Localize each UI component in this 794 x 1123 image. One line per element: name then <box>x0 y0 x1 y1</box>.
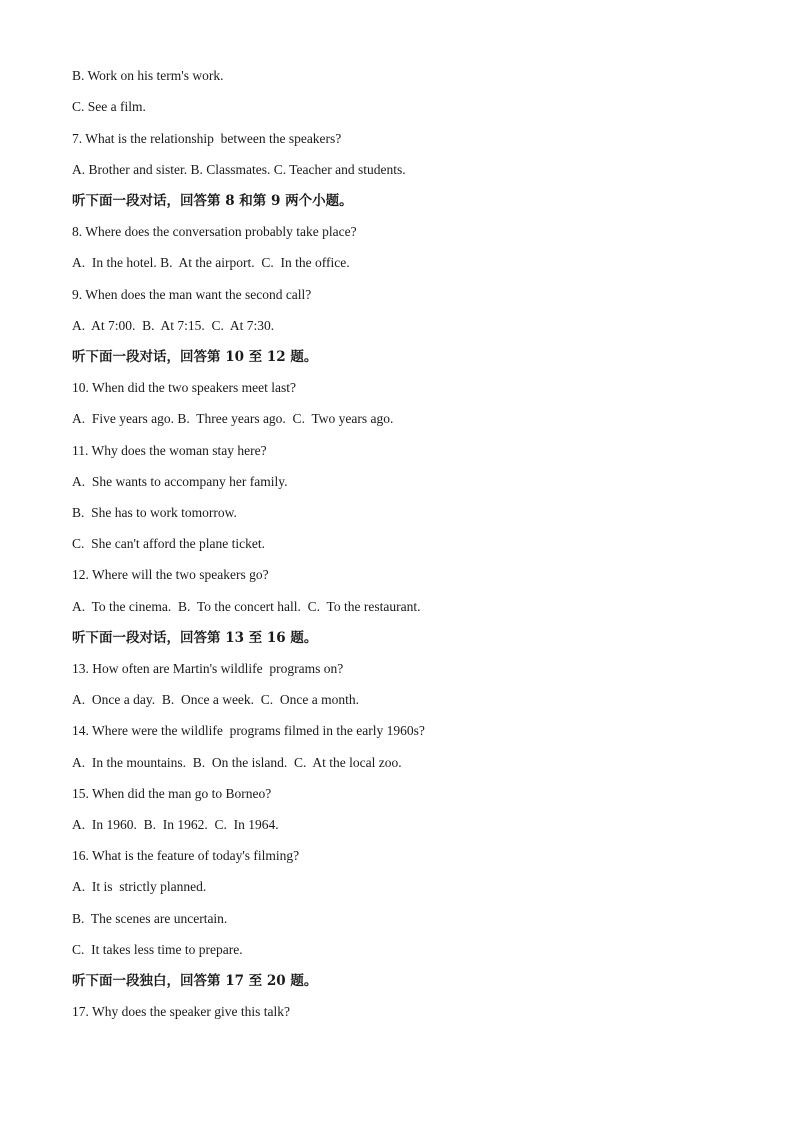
option-line: A. In the mountains. B. On the island. C. At the local zoo. <box>72 755 402 770</box>
section-heading: 听下面一段对话，回答第 13 至 16 题。 <box>72 630 318 646</box>
question-line: 13. How often are Martin's wildlife programs on? <box>72 661 344 676</box>
question-line: 12. Where will the two speakers go? <box>72 567 269 582</box>
question-line: 7. What is the relationship between the speakers? <box>72 131 342 146</box>
option-line: B. Work on his term's work. <box>72 68 224 83</box>
option-line: A. Once a day. B. Once a week. C. Once a month. <box>72 692 360 707</box>
question-line: 14. Where were the wildlife programs filmed in the early 1960s? <box>72 723 425 738</box>
section-heading: 听下面一段对话，回答第 8 和第 9 两个小题。 <box>72 193 353 209</box>
option-line: B. The scenes are uncertain. <box>72 911 228 926</box>
option-line: C. She can't afford the plane ticket. <box>72 536 265 551</box>
section-heading: 听下面一段独白，回答第 17 至 20 题。 <box>72 973 318 989</box>
option-line: A. She wants to accompany her family. <box>72 474 288 489</box>
question-line: 8. Where does the conversation probably take place? <box>72 224 357 239</box>
question-line: 15. When did the man go to Borneo? <box>72 786 272 801</box>
option-line: C. See a film. <box>72 99 146 114</box>
option-line: A. In the hotel. B. At the airport. C. In the office. <box>72 255 350 270</box>
option-line: A. To the cinema. B. To the concert hall. C. To the restaurant. <box>72 599 421 614</box>
option-line: A. In 1960. B. In 1962. C. In 1964. <box>72 817 279 832</box>
question-line: 16. What is the feature of today's filming? <box>72 848 300 863</box>
option-line: A. Five years ago. B. Three years ago. C. Two years ago. <box>72 411 394 426</box>
question-line: 11. Why does the woman stay here? <box>72 443 267 458</box>
section-heading: 听下面一段对话，回答第 10 至 12 题。 <box>72 349 318 365</box>
option-line: A. At 7:00. B. At 7:15. C. At 7:30. <box>72 318 275 333</box>
question-line: 10. When did the two speakers meet last? <box>72 380 296 395</box>
question-line: 9. When does the man want the second call? <box>72 287 312 302</box>
option-line: A. It is strictly planned. <box>72 879 207 894</box>
option-line: A. Brother and sister. B. Classmates. C. Teacher and students. <box>72 162 406 177</box>
option-line: B. She has to work tomorrow. <box>72 505 237 520</box>
question-line: 17. Why does the speaker give this talk? <box>72 1004 290 1019</box>
option-line: C. It takes less time to prepare. <box>72 942 243 957</box>
